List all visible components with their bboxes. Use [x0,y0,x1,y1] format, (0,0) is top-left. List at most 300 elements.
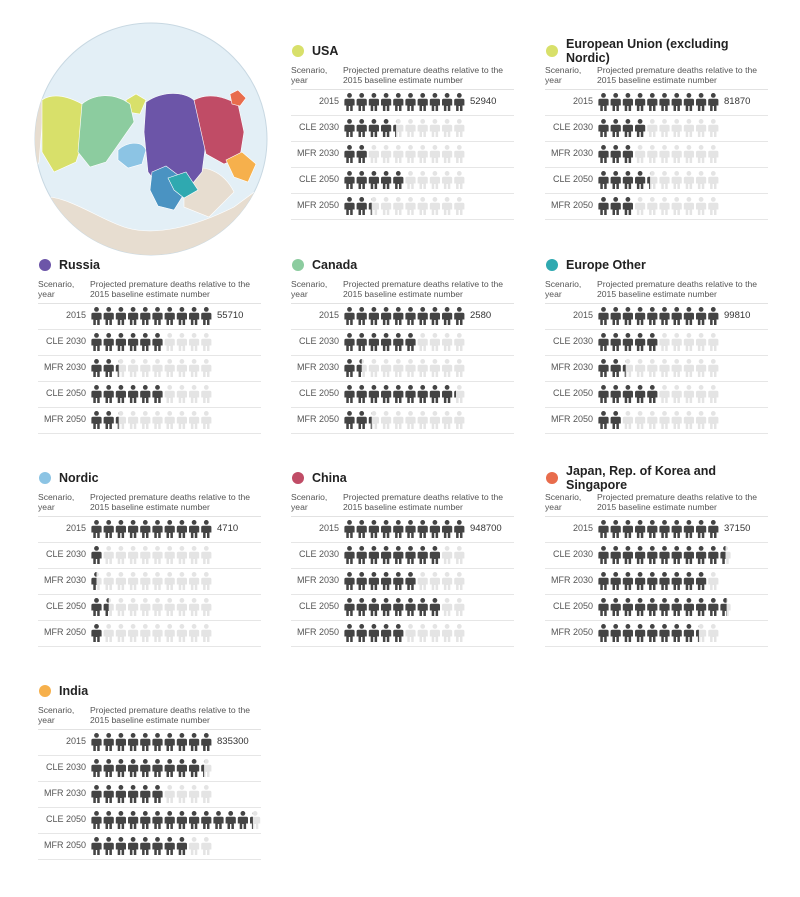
scenario-label: MFR 2030 [43,788,86,798]
person-icon [623,546,633,564]
header-description: Projected premature deaths relative to the 2015 baseline estimate number [343,492,504,512]
person-icon [104,733,114,751]
person-icon-empty [442,359,452,377]
person-icon-empty [381,197,391,215]
person-icon [598,411,608,429]
table-header [38,705,261,730]
header-scenario: Scenario, year [291,492,328,512]
person-icon [177,520,187,538]
person-icon [405,598,415,616]
person-figures [91,411,213,429]
baseline-value: 948700 [470,523,502,534]
person-icon [405,385,415,403]
person-icon [430,93,440,111]
scenario-label: MFR 2030 [550,362,593,372]
person-icon [116,520,126,538]
person-icon [405,572,415,590]
person-icon [598,624,608,642]
person-icon-empty [104,572,114,590]
person-figures [344,572,466,590]
person-icon [140,307,150,325]
person-icon [623,385,633,403]
person-icon [598,572,608,590]
person-icon [696,598,706,616]
region-color-dot [546,472,558,484]
person-icon-empty [454,333,464,351]
person-icon [598,93,608,111]
person-icon-empty [201,624,211,642]
region-color-dot [546,259,558,271]
person-icon [140,811,150,829]
person-icon-empty [381,145,391,163]
scenario-row [291,408,514,434]
scenario-label: CLE 2050 [552,388,593,398]
person-icon-empty [140,546,150,564]
scenario-row [545,168,768,194]
person-icon [635,572,645,590]
person-figures [344,624,466,642]
person-icon-empty [442,598,452,616]
scenario-row [291,304,514,330]
person-icon [369,520,379,538]
person-icon-empty [659,197,669,215]
header-description: Projected premature deaths relative to the 2015 baseline estimate number [597,492,758,512]
person-icon-empty [647,197,657,215]
scenario-row [545,356,768,382]
person-icon-empty [659,359,669,377]
person-icon [684,520,694,538]
person-icon [104,307,114,325]
person-icon-empty [177,572,187,590]
person-icon [381,119,391,137]
person-icon [418,385,428,403]
person-icon-empty [189,333,199,351]
header-scenario: Scenario, year [545,492,582,512]
person-icon [647,307,657,325]
person-icon-empty [442,145,452,163]
person-icon [598,598,608,616]
person-icon [611,385,621,403]
region-panel [291,469,514,647]
region-name: European Union (excluding Nordic) [566,37,729,65]
person-icon [672,572,682,590]
person-icon-empty [152,624,162,642]
region-name: Canada [312,258,358,272]
person-figures [598,572,720,590]
panel-title [545,37,768,65]
person-icon [91,811,101,829]
person-icon-empty [708,119,718,137]
person-icon [659,572,669,590]
person-icon-empty [454,145,464,163]
person-icon-empty [659,385,669,403]
scenario-row [545,408,768,434]
header-scenario: Scenario, year [545,279,582,299]
person-figures [344,359,466,377]
person-icon [344,572,354,590]
person-icon [344,119,354,137]
person-icon [116,333,126,351]
person-icon-empty [454,197,464,215]
person-icon [611,598,621,616]
region-color-dot [39,259,51,271]
person-icon-empty [201,546,211,564]
person-icon-empty [405,145,415,163]
person-icon-empty [647,119,657,137]
person-icon [369,546,379,564]
baseline-value: 81870 [724,96,751,107]
person-icon-empty [393,145,403,163]
person-icon [140,759,150,777]
person-icon [708,93,718,111]
scenario-label: CLE 2030 [552,122,593,132]
person-icon [369,572,379,590]
person-icon [177,811,187,829]
person-icon-empty [454,411,464,429]
person-icon-empty [177,333,187,351]
person-icon [165,520,175,538]
person-figures [91,811,262,829]
person-icon [189,733,199,751]
scenario-label: 2015 [318,523,339,533]
person-icon [405,333,415,351]
person-icon [708,546,718,564]
person-icon-empty [696,119,706,137]
person-icon [369,119,379,137]
person-icon-empty [430,624,440,642]
header-scenario: Scenario, year [38,492,75,512]
person-icon [454,93,464,111]
person-icon [635,93,645,111]
person-icon-empty [189,411,199,429]
person-icon [635,624,645,642]
person-icon-empty [116,546,126,564]
person-icon [140,333,150,351]
scenario-row [291,569,514,595]
person-icon [357,546,367,564]
person-figures [598,171,720,189]
person-icon-empty [659,145,669,163]
person-icon-empty [201,785,211,803]
scenario-label: 2015 [318,96,339,106]
person-icon [104,837,114,855]
person-icon-empty [672,171,682,189]
person-icon [647,385,657,403]
person-icon-empty [430,171,440,189]
person-icon-empty [201,333,211,351]
person-icon-empty [659,411,669,429]
person-icon [623,93,633,111]
person-icon [357,624,367,642]
person-icon-empty [708,333,718,351]
person-icon [344,411,354,429]
person-icon [611,119,621,137]
person-icon [140,385,150,403]
person-icon [418,546,428,564]
region-color-dot [39,685,51,697]
person-icon [369,385,379,403]
person-icon-empty [189,837,199,855]
person-icon [598,333,608,351]
scenario-label: MFR 2050 [550,200,593,210]
region-name: India [59,684,89,698]
person-icon [344,93,354,111]
person-icon [177,759,187,777]
person-icon [140,733,150,751]
person-icon [177,837,187,855]
person-icon-empty [405,171,415,189]
person-icon [684,93,694,111]
person-figures [598,624,720,642]
person-icon-empty [684,197,694,215]
person-figures [91,759,213,777]
region-color-dot [292,472,304,484]
person-icon [623,145,633,163]
person-icon-empty [442,624,452,642]
person-icon [91,333,101,351]
person-icon [647,93,657,111]
person-icon [104,785,114,803]
person-icon-empty [696,411,706,429]
person-icon [635,385,645,403]
scenario-label: CLE 2050 [298,388,339,398]
scenario-row [545,90,768,116]
person-icon [635,598,645,616]
person-figures [91,546,213,564]
person-icon-empty [128,546,138,564]
person-icon [357,197,367,215]
person-figures [598,411,720,429]
person-icon [659,93,669,111]
person-icon-empty [672,411,682,429]
scenario-label: MFR 2030 [296,362,339,372]
person-icon-empty [418,119,428,137]
person-icon [165,837,175,855]
person-icon [357,411,367,429]
person-icon [708,520,718,538]
person-icon [442,307,452,325]
person-figures [344,385,466,403]
person-icon-empty [201,385,211,403]
scenario-row [38,808,261,834]
person-icon-empty [442,546,452,564]
person-icon-empty [418,572,428,590]
region-name: Europe Other [566,258,646,272]
scenario-row [291,543,514,569]
table-header [38,279,261,304]
person-icon-empty [430,197,440,215]
person-icon [128,333,138,351]
person-icon-empty [454,624,464,642]
person-icon [91,785,101,803]
scenario-label: MFR 2050 [296,200,339,210]
table-header [545,65,768,90]
person-icon-empty [189,546,199,564]
person-icon [165,759,175,777]
person-icon [623,333,633,351]
person-figures [344,333,466,351]
person-icon [344,385,354,403]
scenario-label: MFR 2030 [296,575,339,585]
scenario-label: MFR 2030 [43,575,86,585]
person-icon-empty [405,624,415,642]
person-icon [430,307,440,325]
person-icon [405,546,415,564]
person-icon-empty [708,197,718,215]
person-figures [91,333,213,351]
region-panel [291,256,514,434]
person-icon [708,307,718,325]
scenario-row [291,382,514,408]
person-icon [696,520,706,538]
person-icon [369,307,379,325]
table-header [545,492,768,517]
scenario-row [291,621,514,647]
person-icon [91,307,101,325]
person-figures [344,197,466,215]
person-icon [165,307,175,325]
person-icon [623,598,633,616]
person-icon-empty [418,171,428,189]
region-color-dot [546,45,558,57]
person-icon-empty [708,624,718,642]
person-icon-empty [381,359,391,377]
person-icon [91,359,101,377]
baseline-value: 52940 [470,96,497,107]
scenario-row [545,142,768,168]
person-icon [405,307,415,325]
person-icon [418,93,428,111]
person-icon-empty [189,572,199,590]
person-icon [104,359,114,377]
person-icon-empty [140,359,150,377]
header-description: Projected premature deaths relative to the 2015 baseline estimate number [343,279,504,299]
person-icon-empty [430,333,440,351]
person-icon [369,624,379,642]
person-icon-empty [696,197,706,215]
person-icon [369,171,379,189]
scenario-row [38,595,261,621]
person-figures [598,385,720,403]
person-icon [91,598,101,616]
person-icon-empty [189,785,199,803]
person-icon [357,307,367,325]
person-icon [623,197,633,215]
person-icon-empty [454,359,464,377]
person-icon [344,333,354,351]
scenario-label: 2015 [572,96,593,106]
scenario-label: CLE 2030 [298,336,339,346]
person-icon [611,145,621,163]
scenario-label: CLE 2030 [45,762,86,772]
scenario-row [38,330,261,356]
person-icon [405,520,415,538]
person-icon [598,307,608,325]
person-icon-empty [418,411,428,429]
person-icon-empty [405,119,415,137]
person-icon [611,197,621,215]
person-icon [611,546,621,564]
scenario-row [38,356,261,382]
person-icon [128,385,138,403]
person-icon [611,520,621,538]
person-icon [177,733,187,751]
person-icon-empty [140,598,150,616]
person-icon-empty [177,624,187,642]
region-name: USA [312,44,339,58]
scenario-label: CLE 2030 [45,549,86,559]
person-icon-empty [393,411,403,429]
person-icon-empty [442,333,452,351]
person-figures [344,598,466,616]
person-icon [381,93,391,111]
person-icon-empty [128,359,138,377]
person-icon [381,171,391,189]
person-icon [611,307,621,325]
scenario-label: 2015 [318,310,339,320]
region-panel [545,256,768,434]
person-figures [598,93,720,111]
person-icon-empty [696,385,706,403]
person-icon [104,333,114,351]
person-icon [418,520,428,538]
person-icon [598,546,608,564]
person-icon [357,171,367,189]
person-icon-empty [165,411,175,429]
person-icon [116,733,126,751]
person-icon [152,385,162,403]
person-icon [189,811,199,829]
person-icon [684,546,694,564]
person-icon [189,759,199,777]
person-icon [454,520,464,538]
person-icon [344,546,354,564]
person-icon-empty [165,598,175,616]
person-icon [647,520,657,538]
person-figures [598,598,732,616]
person-icon-empty [405,359,415,377]
person-icon-empty [430,411,440,429]
person-figures [91,520,213,538]
person-icon [381,520,391,538]
person-icon [684,624,694,642]
person-icon-empty [201,837,211,855]
table-header [291,279,514,304]
person-icon-empty [418,359,428,377]
person-icon [672,93,682,111]
person-icon [381,307,391,325]
person-icon-empty [405,197,415,215]
person-icon [598,197,608,215]
person-icon-empty [201,359,211,377]
baseline-value: 835300 [217,736,249,747]
person-icon [393,572,403,590]
person-icon [152,759,162,777]
person-icon [116,811,126,829]
person-icon-empty [672,359,682,377]
person-figures [344,93,466,111]
scenario-row [38,782,261,808]
header-scenario: Scenario, year [38,705,75,725]
person-icon [623,171,633,189]
person-icon [672,598,682,616]
person-icon [684,307,694,325]
person-icon [672,520,682,538]
person-icon [116,759,126,777]
person-icon-empty [116,572,126,590]
person-icon [430,520,440,538]
person-icon [659,624,669,642]
